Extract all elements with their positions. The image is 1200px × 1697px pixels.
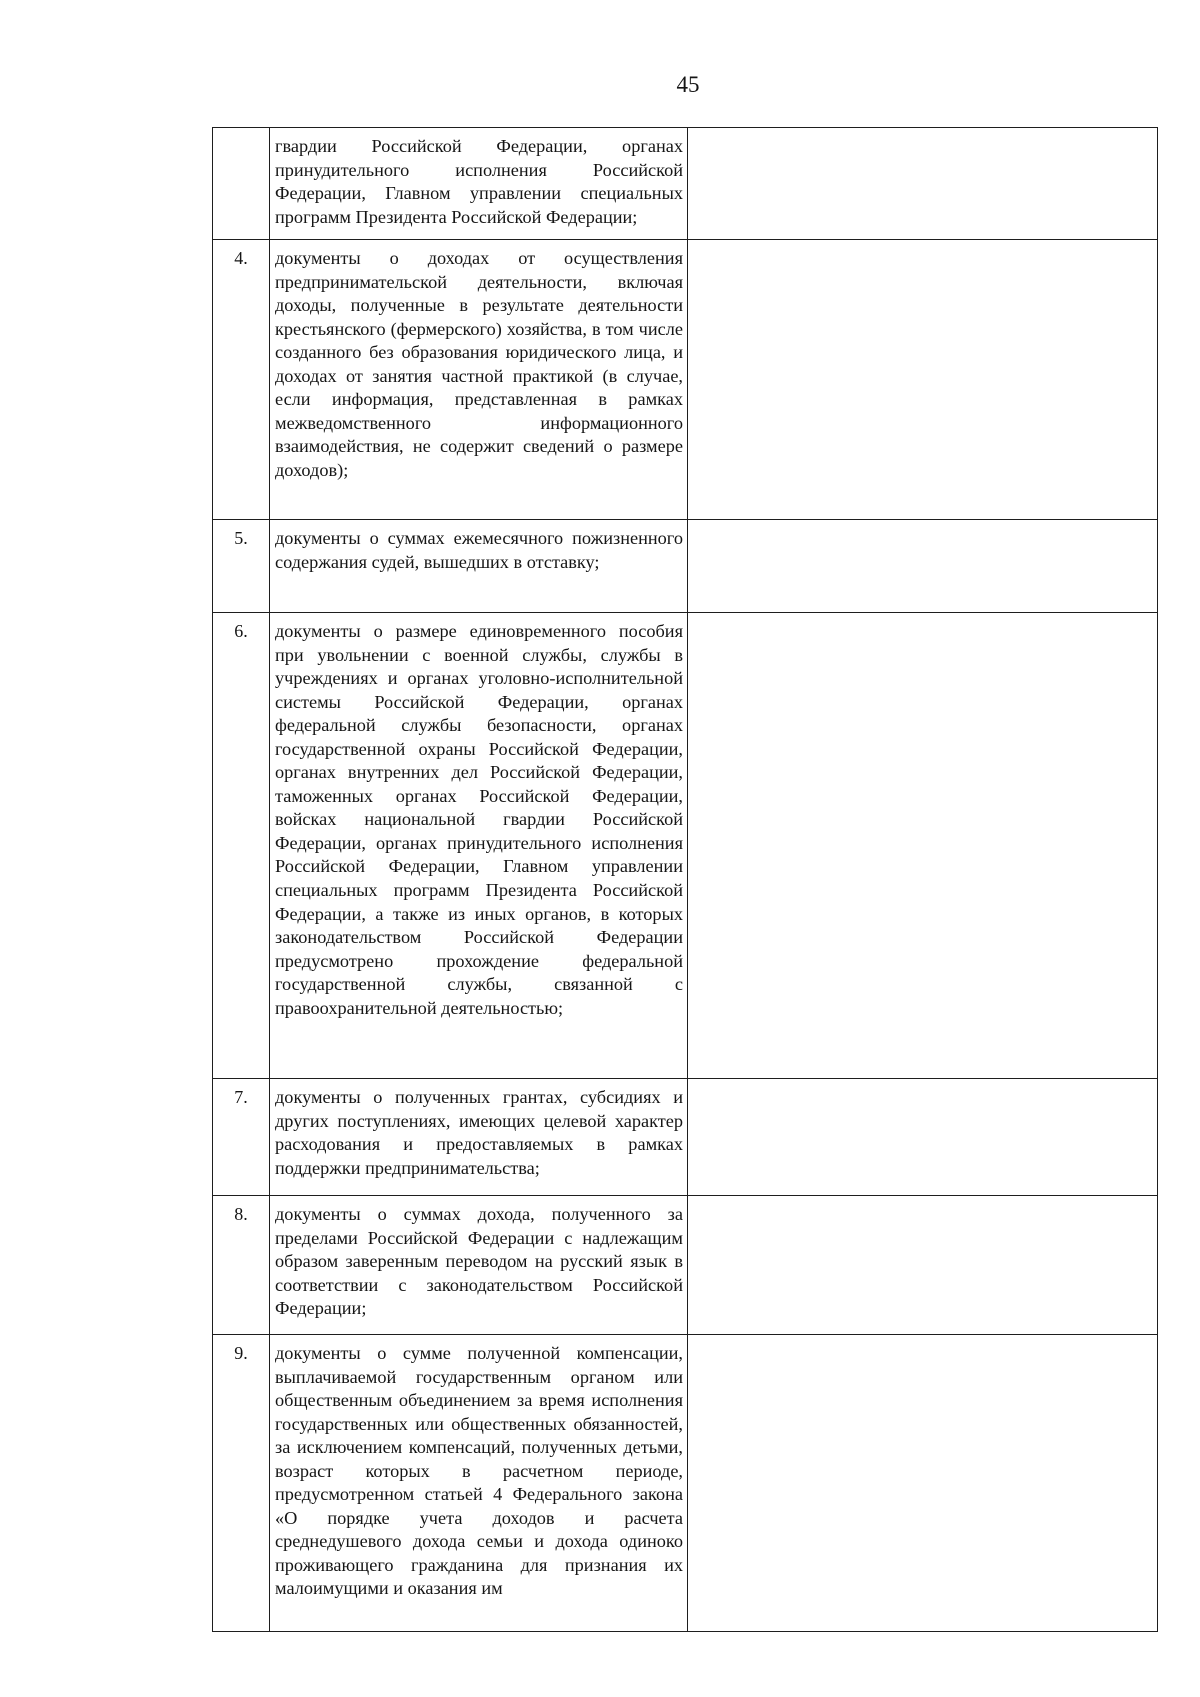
table-row [213, 128, 1158, 240]
row-text: документы о суммах дохода, полученного за пределами Российской Федерации с надлежащим образом заверенным переводом на русский язык в соответствии с законодательством Российской Федерации; [270, 1196, 688, 1335]
page-number: 45 [676, 72, 700, 97]
row-text: гвардии Российской Федерации, органах принудительного исполнения Российской Федерации, Главном управлении специальных программ Президента Российской Федерации; [270, 128, 688, 240]
row-number: 6. [213, 613, 270, 1079]
row-number: 8. [213, 1196, 270, 1335]
row-empty-cell [688, 1335, 1158, 1632]
row-text: документы о сумме полученной компенсации, выплачиваемой государственным органом или общественным объединением за время исполнения государственных или общественных обязанностей, за исключением компенсаций, полученных детьми, возраст которых в расчетном периоде, предусмотренном статьей 4 Федерального закона «О порядке учета доходов и расчета среднедушевого дохода семьи и дохода одиноко проживающего гражданина для признания их малоимущими и оказания им [270, 1335, 688, 1632]
table-row [213, 520, 1158, 613]
row-empty-cell [688, 520, 1158, 613]
table-row [213, 240, 1158, 520]
table-row [213, 613, 1158, 1079]
row-empty-cell [688, 613, 1158, 1079]
row-text: документы о суммах ежемесячного пожизненного содержания судей, вышедших в отставку; [270, 520, 688, 613]
row-empty-cell [688, 1196, 1158, 1335]
row-text: документы о полученных грантах, субсидиях и других поступлениях, имеющих целевой характер расходования и предоставляемых в рамках поддержки предпринимательства; [270, 1079, 688, 1196]
row-number: 4. [213, 240, 270, 520]
row-number [213, 128, 270, 240]
row-empty-cell [688, 240, 1158, 520]
row-number: 9. [213, 1335, 270, 1632]
row-empty-cell [688, 1079, 1158, 1196]
row-text: документы о доходах от осуществления предпринимательской деятельности, включая доходы, полученные в результате деятельности крестьянского (фермерского) хозяйства, в том числе созданного без образования юридического лица, и доходах от занятия частной практикой (в случае, если информация, представленная в рамках межведомственного информационного взаимодействия, не содержит сведений о размере доходов); [270, 240, 688, 520]
row-text: документы о размере единовременного пособия при увольнении с военной службы, службы в учреждениях и органах уголовно-исполнительной системы Российской Федерации, органах федеральной службы безопасности, органах государственной охраны Российской Федерации, органах внутренних дел Российской Федерации, таможенных органах Российской Федерации, войсках национальной гвардии Российской Федерации, органах принудительного исполнения Российской Федерации, Главном управлении специальных программ Президента Российской Федерации, а также из иных органов, в которых законодательством Российской Федерации предусмотрено прохождение федеральной государственной службы, связанной с правоохранительной деятельностью; [270, 613, 688, 1079]
row-number: 5. [213, 520, 270, 613]
row-number: 7. [213, 1079, 270, 1196]
table-row [213, 1335, 1158, 1632]
row-empty-cell [688, 128, 1158, 240]
table-row [213, 1079, 1158, 1196]
table-row [213, 1196, 1158, 1335]
document-table [212, 127, 1158, 1632]
